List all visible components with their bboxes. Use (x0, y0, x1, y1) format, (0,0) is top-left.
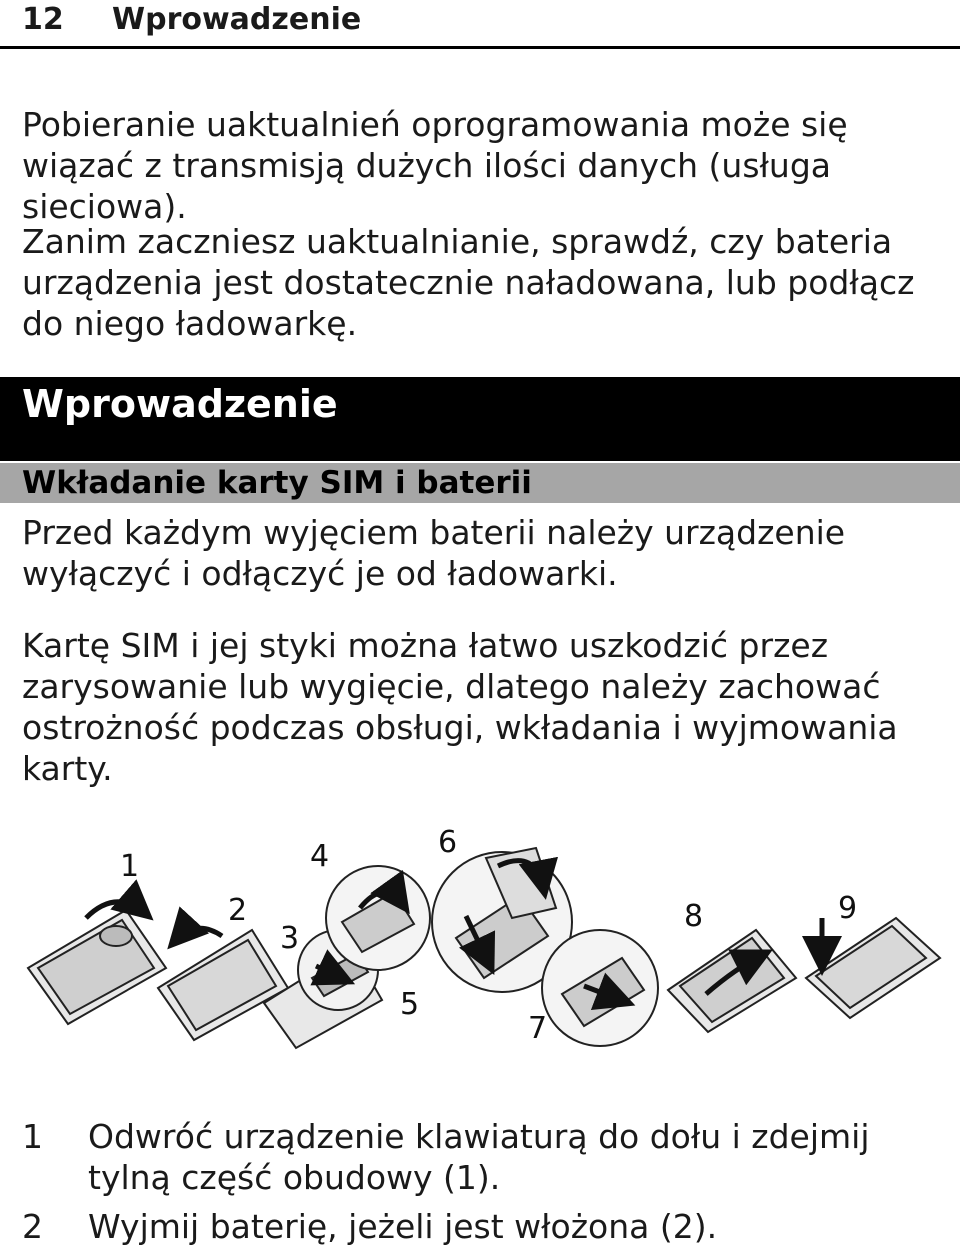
subsection-title: Wkładanie karty SIM i baterii (22, 465, 532, 501)
running-title: Wprowadzenie (112, 2, 362, 37)
figure-label: 6 (438, 825, 458, 860)
page-header (0, 0, 960, 49)
detail-circle-4 (326, 866, 430, 970)
intro-paragraph-1: Pobieranie uaktualnień oprogramowania może się wiązać z transmisją dużych ilości danych (usługa sieciowa). (22, 105, 848, 226)
section-title: Wprowadzenie (22, 382, 338, 426)
page-number: 12 (22, 2, 64, 37)
list-item (22, 1116, 952, 1202)
warning-paragraph: Przed każdym wyjęciem baterii należy urządzenie wyłączyć i odłączyć je od ładowarki. (22, 513, 846, 593)
step-text: Wyjmij baterię, jeżeli jest włożona (2). (88, 1207, 718, 1246)
figure-label: 7 (528, 1011, 548, 1046)
list-item (22, 1206, 952, 1248)
phone-illustration-1 (28, 910, 166, 1024)
step-text: Odwróć urządzenie klawiaturą do dołu i zdejmij tylną część obudowy (1). (88, 1117, 870, 1197)
phone-illustration-8 (668, 930, 796, 1032)
figure-label: 1 (120, 849, 140, 884)
intro-paragraph-2: Zanim zaczniesz uaktualnianie, sprawdź, czy bateria urządzenia jest dostatecznie naładowana, lub podłącz do niego ładowarkę. (22, 222, 915, 343)
section-heading-bar (0, 377, 960, 461)
figure-label: 9 (838, 891, 858, 926)
arrow-step-2 (174, 928, 222, 942)
figure-label: 3 (280, 921, 300, 956)
subsection-heading-bar (0, 463, 960, 503)
step-number: 2 (22, 1207, 43, 1246)
figure-label: 2 (228, 893, 248, 928)
phone-illustration-9 (806, 918, 940, 1018)
phone-illustration-2 (158, 930, 288, 1040)
figure-label: 4 (310, 839, 330, 874)
step-number: 1 (22, 1117, 43, 1156)
sim-battery-illustration (16, 818, 946, 1054)
figure-label: 8 (684, 899, 704, 934)
figure-label: 5 (400, 987, 420, 1022)
sim-care-paragraph: Kartę SIM i jej styki można łatwo uszkodzić przez zarysowanie lub wygięcie, dlatego należy zachować ostrożność podczas obsługi, wkładania i wyjmowania karty. (22, 626, 898, 788)
detail-circle-7 (542, 930, 658, 1046)
